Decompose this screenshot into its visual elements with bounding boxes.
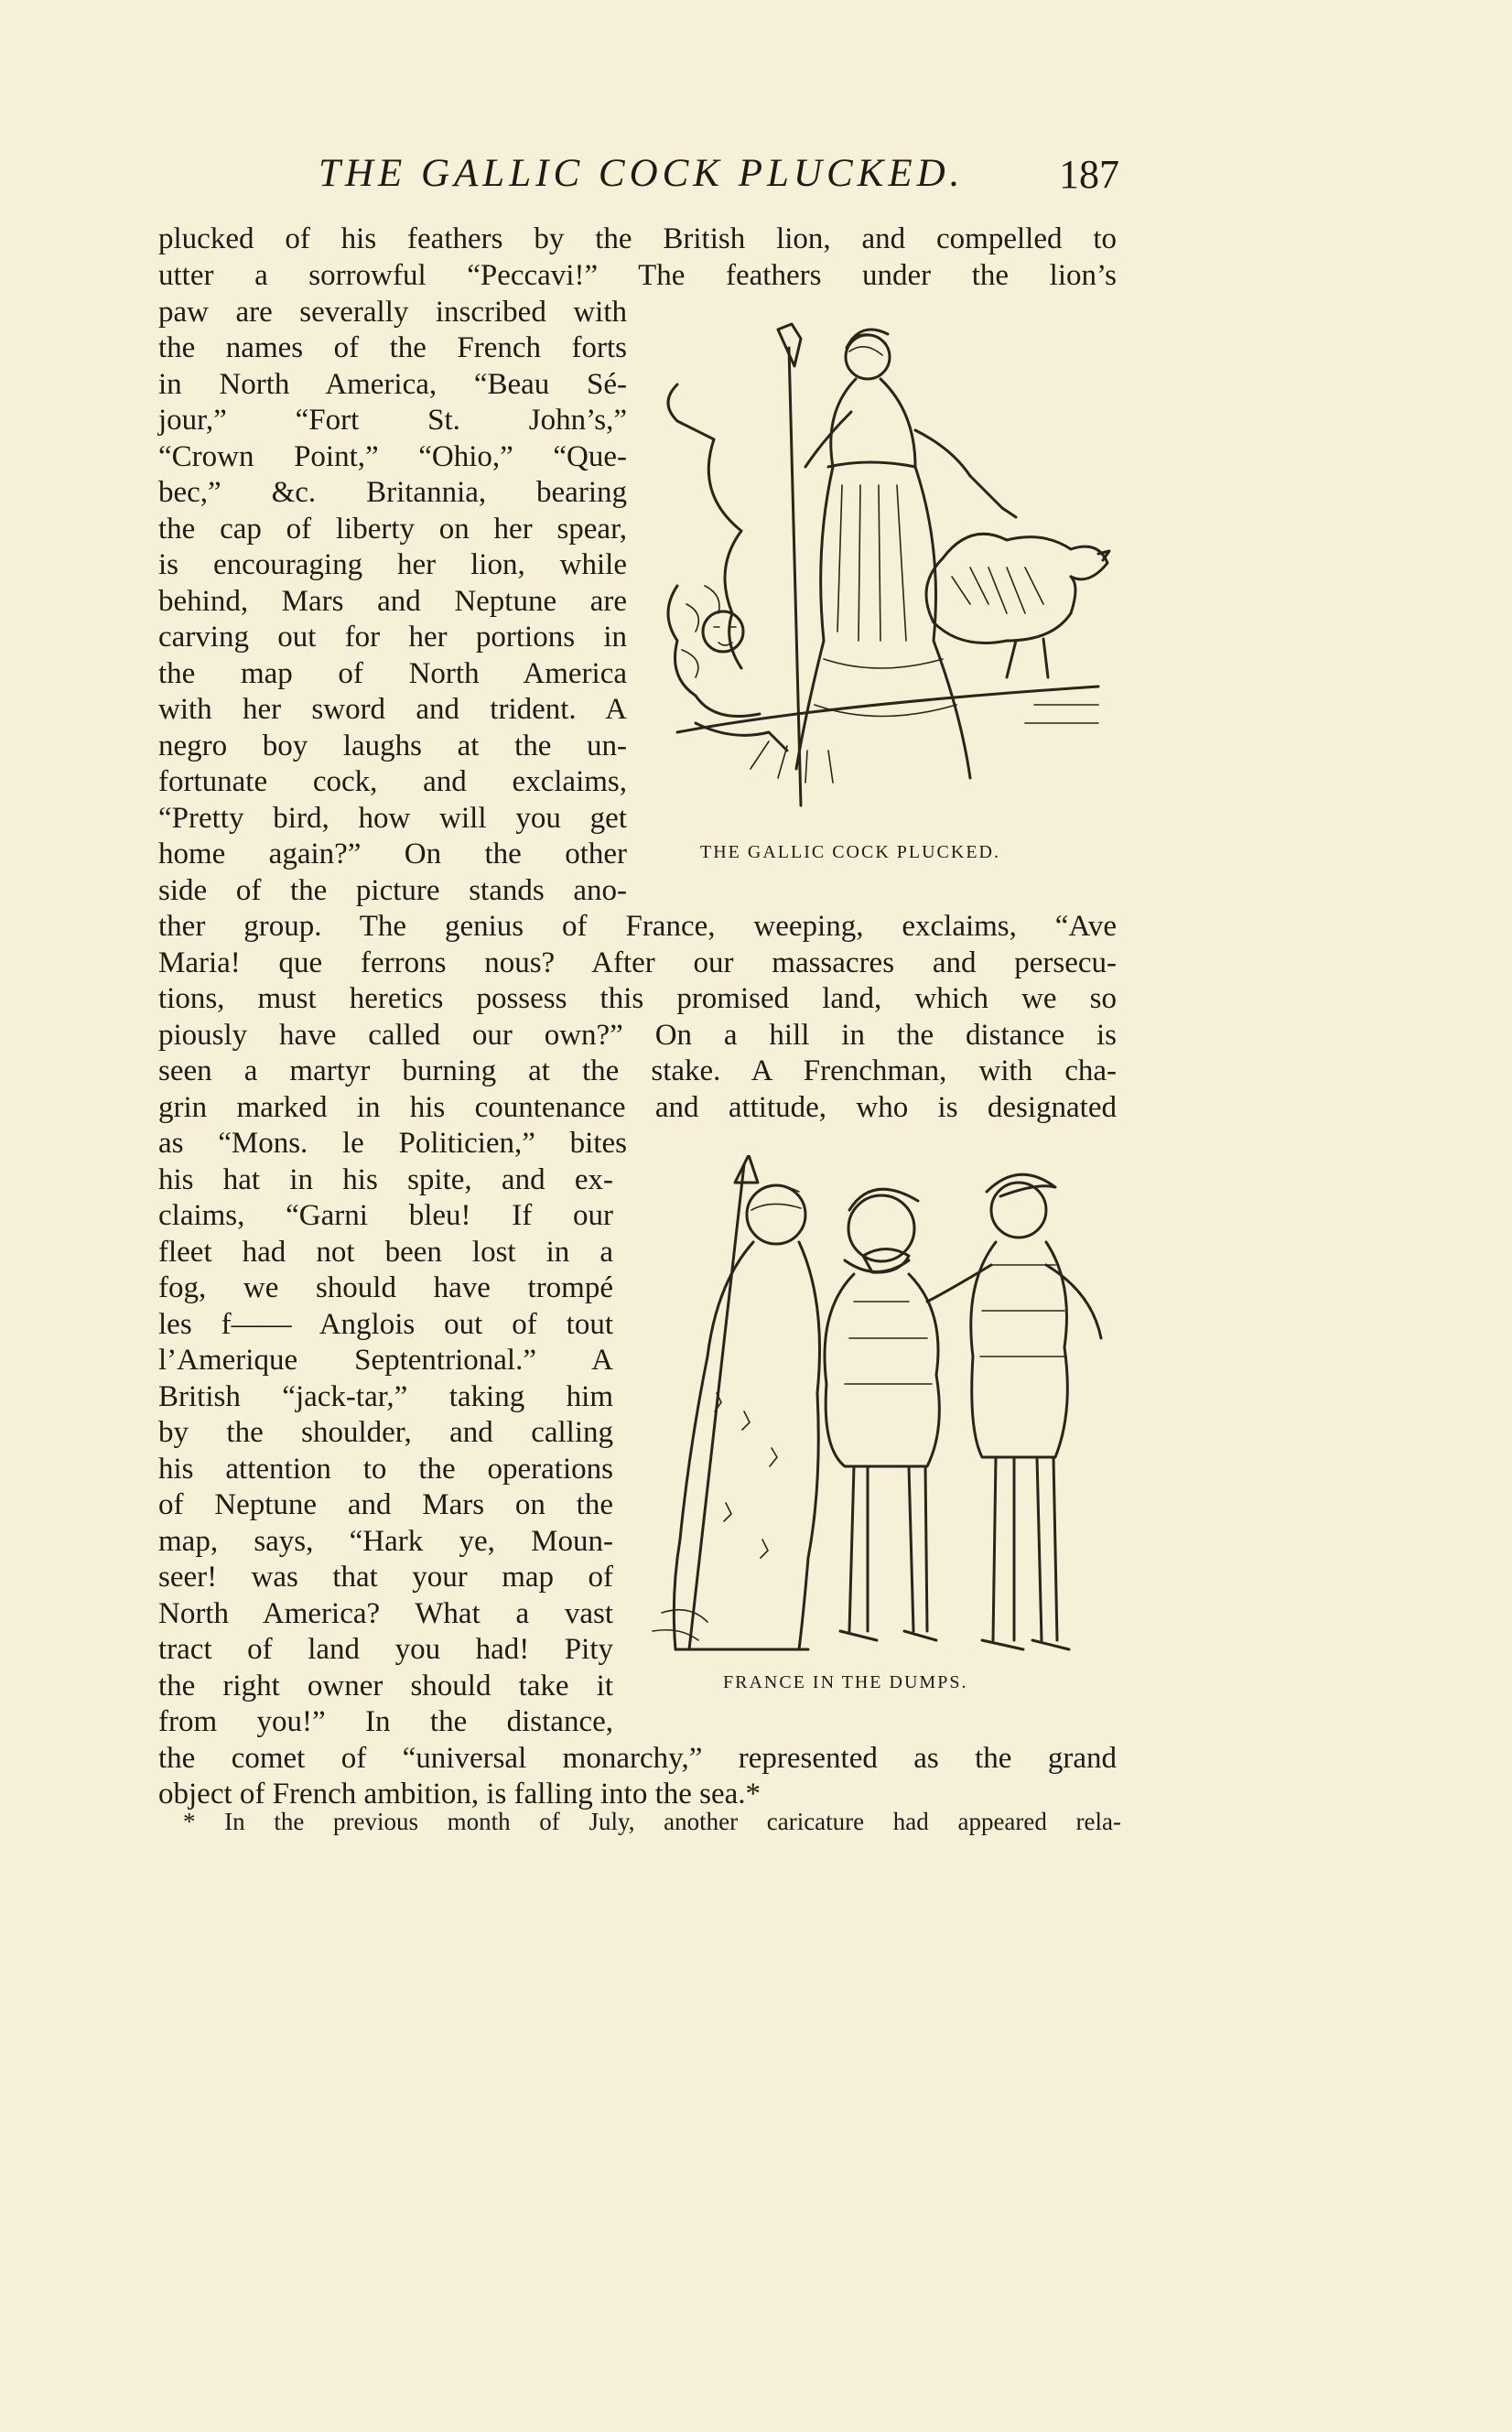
- text-line: utter a sorrowful “Peccavi!” The feathers under the lion’s: [158, 259, 1117, 292]
- text-line: fortunate cock, and exclaims,: [158, 765, 627, 798]
- page-number: 187: [1059, 152, 1119, 197]
- france-in-dumps-illustration: [634, 1155, 1129, 1663]
- text-line: by the shoulder, and calling: [158, 1416, 613, 1449]
- text-line: North America? What a vast: [158, 1597, 613, 1630]
- text-line: fleet had not been lost in a: [158, 1236, 613, 1269]
- running-header: [158, 151, 1119, 206]
- figure1-caption: THE GALLIC COCK PLUCKED.: [700, 842, 1000, 862]
- text-line: Maria! que ferrons nous? After our massacres and persecu-: [158, 946, 1117, 979]
- text-line: jour,” “Fort St. John’s,”: [158, 404, 627, 437]
- gallic-cock-illustration: [641, 311, 1117, 833]
- text-line: home again?” On the other: [158, 838, 627, 870]
- text-line: the cap of liberty on her spear,: [158, 513, 627, 546]
- text-line: side of the picture stands ano-: [158, 874, 627, 907]
- text-line: seer! was that your map of: [158, 1561, 613, 1594]
- text-line: negro boy laughs at the un-: [158, 730, 627, 762]
- text-line: tract of land you had! Pity: [158, 1633, 613, 1666]
- text-line: of Neptune and Mars on the: [158, 1488, 613, 1521]
- text-line: fog, we should have trompé: [158, 1271, 613, 1304]
- text-line: the names of the French forts: [158, 331, 627, 364]
- text-line: is encouraging her lion, while: [158, 548, 627, 581]
- text-line: seen a martyr burning at the stake. A Frenchman, with cha-: [158, 1054, 1117, 1087]
- text-line: as “Mons. le Politicien,” bites: [158, 1127, 627, 1160]
- text-line: the right owner should take it: [158, 1670, 613, 1702]
- text-line: paw are severally inscribed with: [158, 296, 627, 329]
- text-line: in North America, “Beau Sé-: [158, 368, 627, 401]
- text-line: tions, must heretics possess this promised land, which we so: [158, 982, 1117, 1015]
- text-line: les f—— Anglois out of tout: [158, 1308, 613, 1341]
- text-line: his hat in his spite, and ex-: [158, 1163, 613, 1196]
- text-line: from you!” In the distance,: [158, 1705, 613, 1738]
- text-line: the comet of “universal monarchy,” represented as the grand: [158, 1742, 1117, 1775]
- text-line: British “jack-tar,” taking him: [158, 1380, 613, 1413]
- text-line: plucked of his feathers by the British lion, and compelled to: [158, 222, 1117, 255]
- text-line: piously have called our own?” On a hill in the distance is: [158, 1019, 1117, 1052]
- text-line: his attention to the operations: [158, 1453, 613, 1486]
- text-line: map, says, “Hark ye, Moun-: [158, 1525, 613, 1558]
- text-line: l’Amerique Septentrional.” A: [158, 1344, 613, 1377]
- text-line: behind, Mars and Neptune are: [158, 585, 627, 618]
- text-line: “Pretty bird, how will you get: [158, 802, 627, 835]
- text-line: bec,” &c. Britannia, bearing: [158, 476, 627, 509]
- text-line: object of French ambition, is falling into the sea.*: [158, 1778, 761, 1810]
- text-line: “Crown Point,” “Ohio,” “Que-: [158, 440, 627, 473]
- footnote: * In the previous month of July, another caricature had appeared rela-: [183, 1808, 1121, 1835]
- text-line: the map of North America: [158, 657, 627, 690]
- text-line: claims, “Garni bleu! If our: [158, 1199, 613, 1232]
- text-line: ther group. The genius of France, weeping, exclaims, “Ave: [158, 910, 1117, 943]
- text-line: carving out for her portions in: [158, 621, 627, 654]
- text-line: grin marked in his countenance and attitude, who is designated: [158, 1091, 1117, 1124]
- running-title: THE GALLIC COCK PLUCKED.: [319, 152, 965, 195]
- text-line: with her sword and trident. A: [158, 693, 627, 726]
- figure2-caption: FRANCE IN THE DUMPS.: [723, 1672, 968, 1692]
